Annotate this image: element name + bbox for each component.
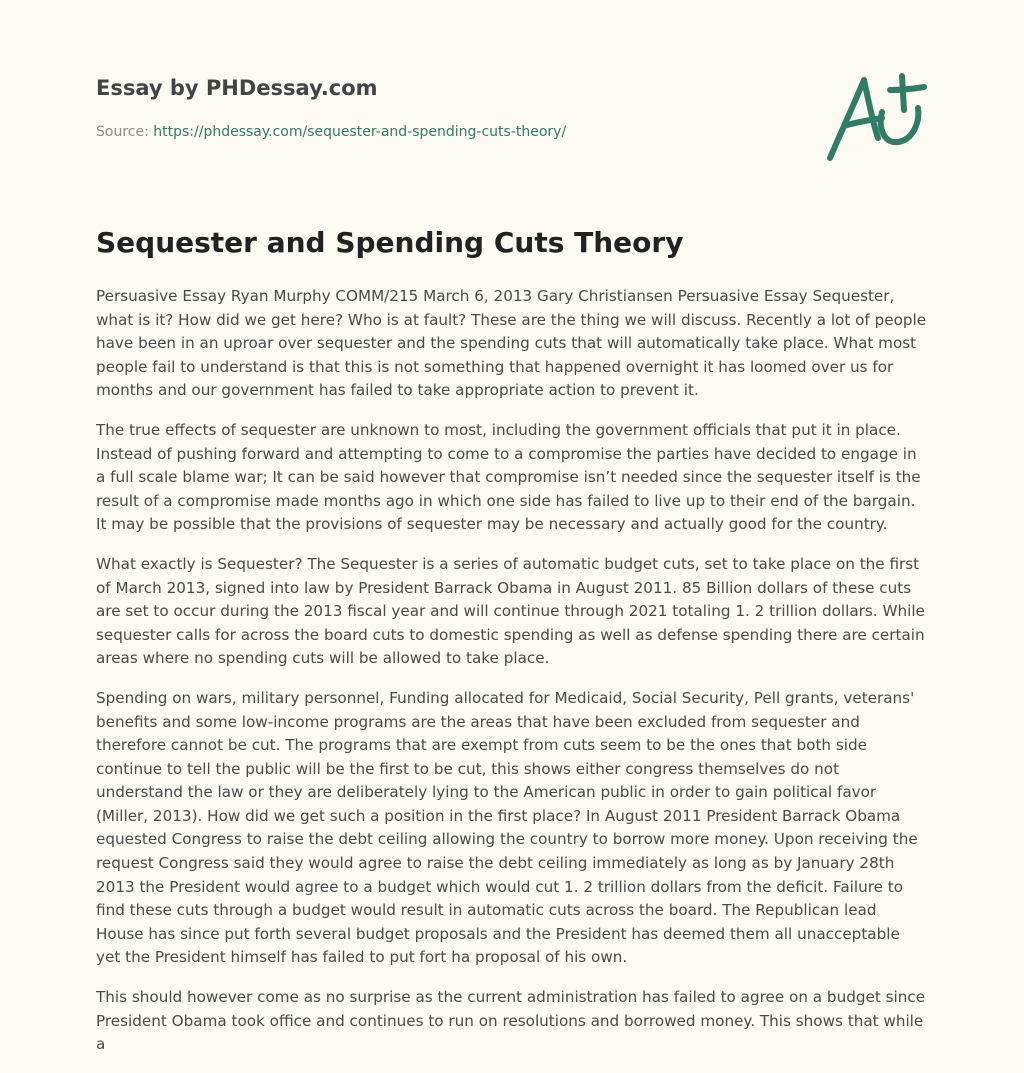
brand-heading: Essay by PHDessay.com bbox=[96, 76, 378, 100]
a-plus-logo-icon bbox=[822, 68, 930, 164]
essay-title: Sequester and Spending Cuts Theory bbox=[96, 226, 684, 259]
essay-paragraph: Spending on wars, military personnel, Funding allocated for Medicaid, Social Security, Pell grants, veterans' benefits and some low-income programs are the areas that have been excluded from sequester and therefore cannot be cut. The programs that are exempt from cuts seem to be the ones that both side continue to tell the public will be the first to be cut, this shows either congress themselves do not understand the law or they are deliberately lying to the American public in order to gain political favor (Miller, 2013). How did we get such a position in the first place? In August 2011 President Barrack Obama equested Congress to raise the debt ceiling allowing the country to borrow more money. Upon receiving the request Congress said they would agree to raise the debt ceiling immediately as long as by January 28th 2013 the President would agree to a budget which would cut 1. 2 trillion dollars from the deficit. Failure to find these cuts through a budget would result in automatic cuts across the board. The Republican lead House has since put forth several budget proposals and the President has deemed them all unacceptable yet the President himself has failed to put fort ha proposal of his own. bbox=[96, 688, 918, 967]
source-label: Source: bbox=[96, 124, 154, 140]
essay-paragraph: What exactly is Sequester? The Sequester is a series of automatic budget cuts, set to take place on the first of March 2013, signed into law by President Barrack Obama in August 2011. 85 Billion dollars of these cuts are set to occur during the 2013 fiscal year and will continue through 2021 totaling 1. 2 trillion dollars. While sequester calls for across the board cuts to domestic spending as well as defense spending there are certain areas where no spending cuts will be allowed to take place. bbox=[96, 554, 925, 668]
source-link[interactable]: https://phdessay.com/sequester-and-spending-cuts-theory/ bbox=[153, 124, 567, 140]
essay-body bbox=[96, 285, 928, 1073]
source-line bbox=[96, 124, 566, 140]
essay-paragraph: Persuasive Essay Ryan Murphy COMM/215 March 6, 2013 Gary Christiansen Persuasive Essay Sequester, what is it? How did we get here? Who is at fault? These are the thing we will discuss. Recently a lot of people have been in an uproar over sequester and the spending cuts that will automatically take place. What most people fail to understand is that this is not something that happened overnight it has loomed over us for months and our government has failed to take appropriate action to prevent it. bbox=[96, 287, 927, 400]
essay-paragraph: The true effects of sequester are unknown to most, including the government officials that put it in place. Instead of pushing forward and attempting to come to a compromise the parties have decided to engage in a full scale blame war; It can be said however that compromise isn’t needed since the sequester itself is the result of a compromise made months ago in which one side has failed to live up to their end of the bargain. It may be possible that the provisions of sequester may be necessary and actually good for the country. bbox=[96, 420, 921, 534]
essay-paragraph: This should however come as no surprise as the current administration has failed to agree on a budget since President Obama took office and continues to run on resolutions and borrowed money. This shows that while a bbox=[96, 988, 926, 1054]
